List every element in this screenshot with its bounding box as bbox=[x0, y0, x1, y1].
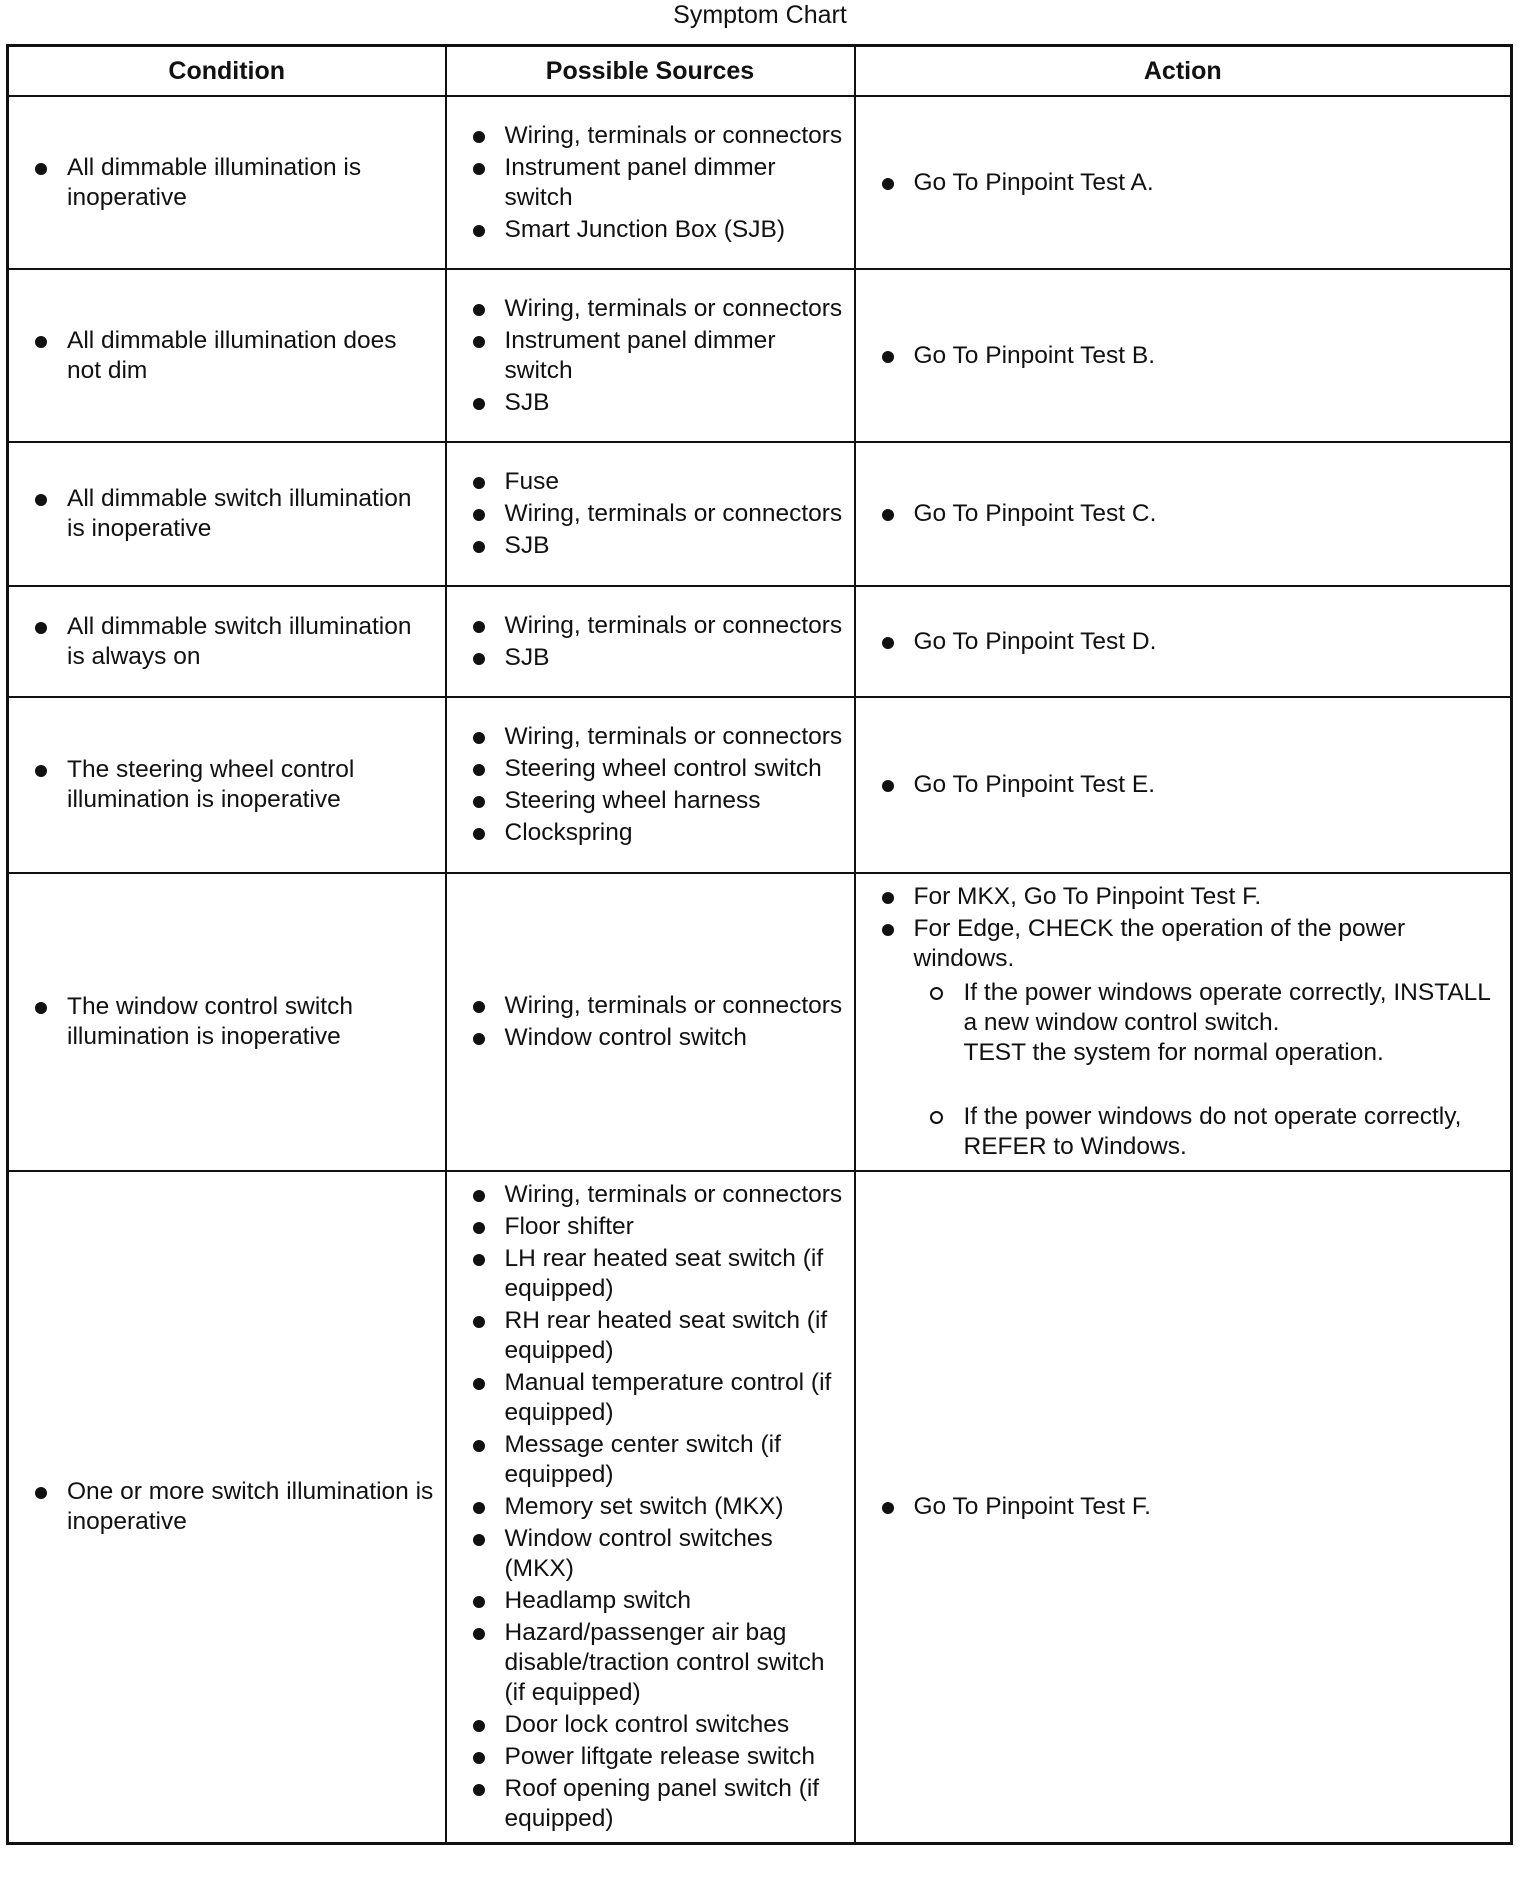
source-item: Wiring, terminals or connectors bbox=[447, 722, 844, 752]
source-item: Wiring, terminals or connectors bbox=[447, 611, 844, 641]
condition-cell bbox=[8, 442, 446, 586]
source-item: SJB bbox=[447, 531, 844, 561]
condition-text: The steering wheel control illumination is inoperative bbox=[9, 755, 435, 815]
sources-cell bbox=[446, 442, 855, 586]
condition-text: One or more switch illumination is inoperative bbox=[9, 1477, 435, 1537]
source-item: SJB bbox=[447, 643, 844, 673]
source-item: SJB bbox=[447, 388, 844, 418]
table-row bbox=[8, 586, 1512, 697]
source-item: Steering wheel harness bbox=[447, 786, 844, 816]
sub-action-text: If the power windows operate correctly, INSTALL a new window control switch. bbox=[963, 979, 1491, 1036]
sources-cell bbox=[446, 269, 855, 442]
source-item: Window control switches (MKX) bbox=[447, 1524, 844, 1584]
action-cell bbox=[855, 442, 1512, 586]
action-cell bbox=[855, 586, 1512, 697]
sources-header: Possible Sources bbox=[446, 46, 855, 97]
action-item: Go To Pinpoint Test F. bbox=[856, 1492, 1501, 1522]
sub-action-text: TEST the system for normal operation. bbox=[963, 1039, 1384, 1066]
action-cell bbox=[855, 873, 1512, 1171]
sub-action-list bbox=[914, 978, 1501, 1162]
source-item: Floor shifter bbox=[447, 1212, 844, 1242]
action-item: For MKX, Go To Pinpoint Test F. bbox=[856, 882, 1501, 912]
table-header-row bbox=[8, 46, 1512, 97]
table-row bbox=[8, 873, 1512, 1171]
source-item: Fuse bbox=[447, 467, 844, 497]
condition-cell bbox=[8, 1171, 446, 1844]
source-item: RH rear heated seat switch (if equipped) bbox=[447, 1306, 844, 1366]
source-item: Window control switch bbox=[447, 1023, 844, 1053]
source-item: Instrument panel dimmer switch bbox=[447, 153, 844, 213]
table-row bbox=[8, 96, 1512, 269]
sub-action-item bbox=[914, 978, 1501, 1068]
source-item: Instrument panel dimmer switch bbox=[447, 326, 844, 386]
condition-text: The window control switch illumination is inoperative bbox=[9, 992, 435, 1052]
table-row bbox=[8, 442, 1512, 586]
source-item: Steering wheel control switch bbox=[447, 754, 844, 784]
table-row bbox=[8, 697, 1512, 873]
source-item: Wiring, terminals or connectors bbox=[447, 1180, 844, 1210]
condition-text: All dimmable illumination does not dim bbox=[9, 326, 435, 386]
condition-cell bbox=[8, 697, 446, 873]
action-header: Action bbox=[855, 46, 1512, 97]
action-item bbox=[856, 914, 1501, 1162]
action-item: Go To Pinpoint Test D. bbox=[856, 627, 1501, 657]
condition-cell bbox=[8, 96, 446, 269]
source-item: Roof opening panel switch (if equipped) bbox=[447, 1774, 844, 1834]
sources-cell bbox=[446, 96, 855, 269]
action-item: Go To Pinpoint Test C. bbox=[856, 499, 1501, 529]
condition-text: All dimmable switch illumination is inoperative bbox=[9, 484, 435, 544]
source-item: Message center switch (if equipped) bbox=[447, 1430, 844, 1490]
sources-cell bbox=[446, 1171, 855, 1844]
sources-cell bbox=[446, 697, 855, 873]
sub-action-text: If the power windows do not operate correctly, REFER to Windows. bbox=[963, 1103, 1462, 1160]
condition-text: All dimmable switch illumination is always on bbox=[9, 612, 435, 672]
source-item: Clockspring bbox=[447, 818, 844, 848]
source-item: Memory set switch (MKX) bbox=[447, 1492, 844, 1522]
action-cell bbox=[855, 697, 1512, 873]
action-item-text: For Edge, CHECK the operation of the power windows. bbox=[913, 915, 1406, 972]
page-title: Symptom Chart bbox=[673, 1, 847, 29]
table-row bbox=[8, 269, 1512, 442]
sources-cell bbox=[446, 873, 855, 1171]
source-item: Manual temperature control (if equipped) bbox=[447, 1368, 844, 1428]
action-cell bbox=[855, 96, 1512, 269]
source-item: LH rear heated seat switch (if equipped) bbox=[447, 1244, 844, 1304]
source-item: Wiring, terminals or connectors bbox=[447, 121, 844, 151]
condition-cell bbox=[8, 269, 446, 442]
sources-cell bbox=[446, 586, 855, 697]
action-cell bbox=[855, 1171, 1512, 1844]
condition-header: Condition bbox=[8, 46, 446, 97]
sub-action-item bbox=[914, 1102, 1501, 1162]
source-item: Headlamp switch bbox=[447, 1586, 844, 1616]
action-item: Go To Pinpoint Test A. bbox=[856, 168, 1501, 198]
action-cell bbox=[855, 269, 1512, 442]
source-item: Hazard/passenger air bag disable/traction control switch (if equipped) bbox=[447, 1618, 844, 1708]
action-item: Go To Pinpoint Test B. bbox=[856, 341, 1501, 371]
condition-cell bbox=[8, 873, 446, 1171]
action-item: Go To Pinpoint Test E. bbox=[856, 770, 1501, 800]
table-row bbox=[8, 1171, 1512, 1844]
source-item: Wiring, terminals or connectors bbox=[447, 499, 844, 529]
source-item: Wiring, terminals or connectors bbox=[447, 991, 844, 1021]
symptom-table bbox=[6, 44, 1513, 1845]
source-item: Power liftgate release switch bbox=[447, 1742, 844, 1772]
source-item: Smart Junction Box (SJB) bbox=[447, 215, 844, 245]
condition-cell bbox=[8, 586, 446, 697]
source-item: Wiring, terminals or connectors bbox=[447, 294, 844, 324]
condition-text: All dimmable illumination is inoperative bbox=[9, 153, 435, 213]
source-item: Door lock control switches bbox=[447, 1710, 844, 1740]
